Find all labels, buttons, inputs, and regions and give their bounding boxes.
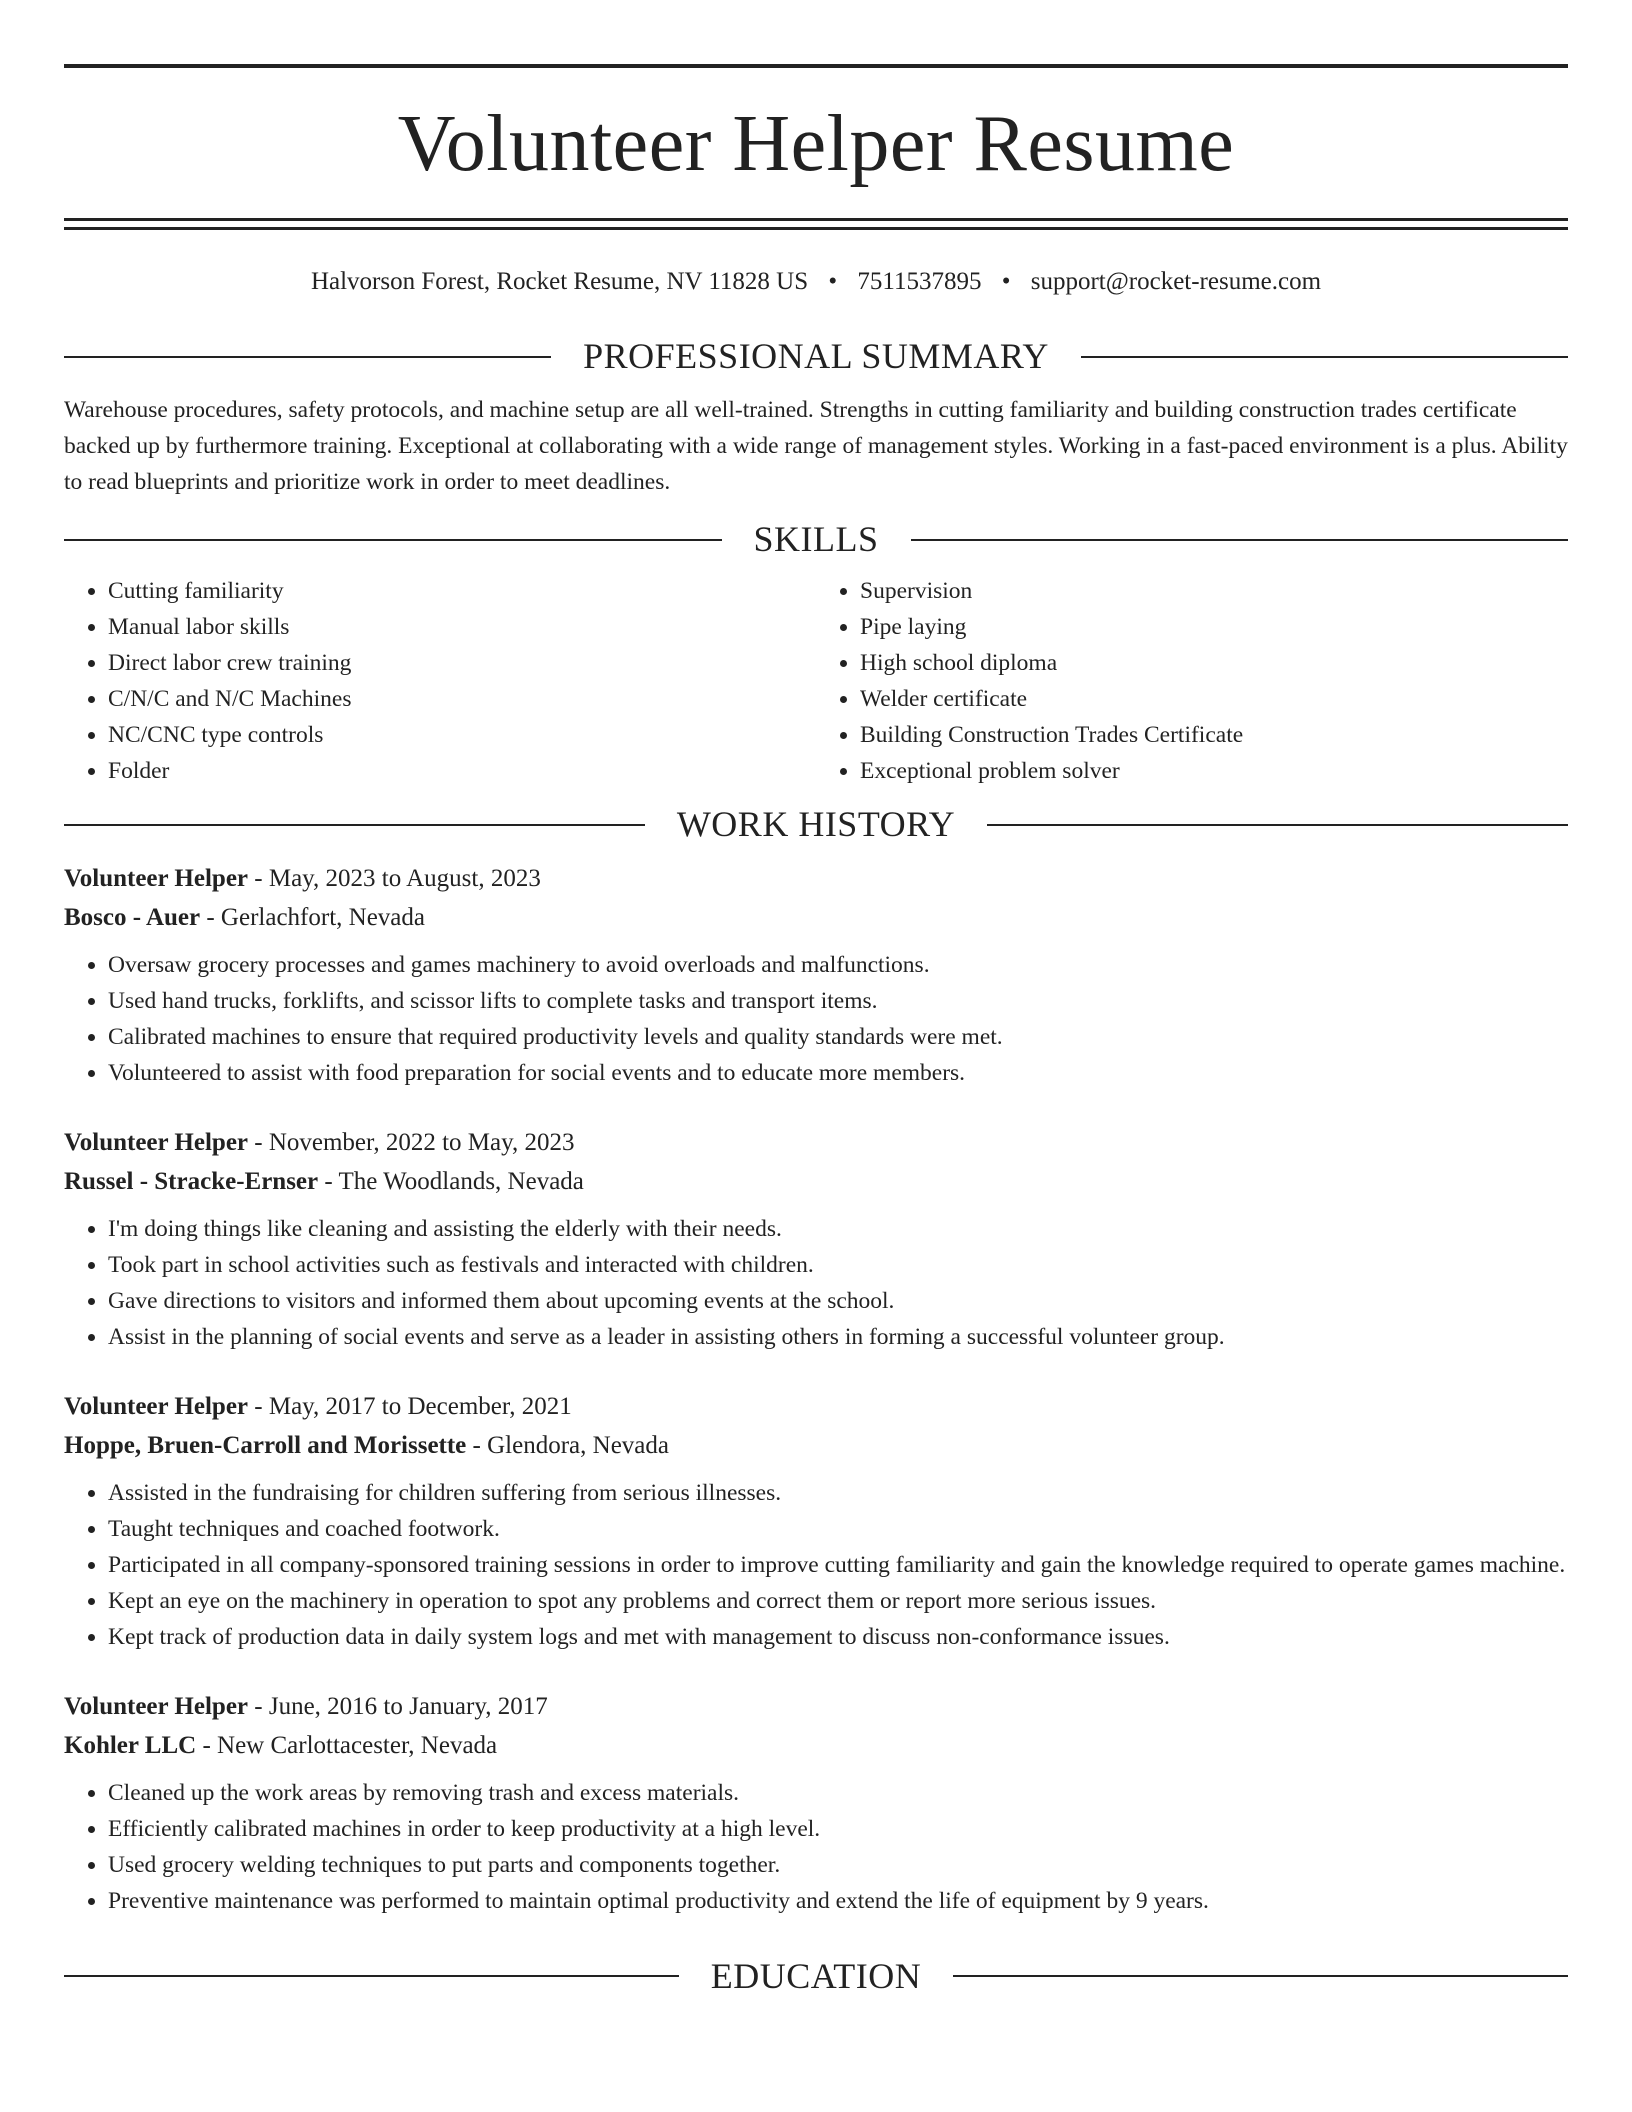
job-location: - Gerlachfort, Nevada: [200, 903, 425, 931]
job-bullet: • I'm doing things like cleaning and assisting the elderly with their needs.: [108, 1211, 1568, 1247]
job-title-line: [64, 1123, 1568, 1162]
skill-item: • Cutting familiarity: [108, 573, 816, 609]
job-dates: - May, 2017 to December, 2021: [248, 1392, 572, 1420]
job-company-line: [64, 898, 1568, 937]
job-bullet: • Kept an eye on the machinery in operation to spot any problems and correct them or report more serious issues.: [108, 1583, 1568, 1619]
job-title-line: [64, 1687, 1568, 1726]
top-rule: [64, 64, 1568, 68]
skill-item: • Building Construction Trades Certificate: [860, 717, 1568, 753]
job-location: - New Carlottacester, Nevada: [196, 1731, 498, 1759]
job-bullet: • Gave directions to visitors and informed them about upcoming events at the school.: [108, 1283, 1568, 1319]
job-bullet: • Participated in all company-sponsored training sessions in order to improve cutting familiarity and gain the knowledge required to operate games machine.: [108, 1547, 1568, 1583]
skills-column-right: [816, 573, 1568, 789]
job-bullet: • Volunteered to assist with food preparation for social events and to educate more members.: [108, 1055, 1568, 1091]
job-company: Russel - Stracke-Ernser: [64, 1167, 319, 1195]
title-rule-lower: [64, 227, 1568, 230]
job-bullet: • Preventive maintenance was performed to maintain optimal productivity and extend the life of equipment by 9 years.: [108, 1883, 1568, 1919]
job-bullets: [64, 1211, 1568, 1355]
job-company: Kohler LLC: [64, 1731, 197, 1759]
job-bullet: • Oversaw grocery processes and games machinery to avoid overloads and malfunctions.: [108, 947, 1568, 983]
job-company-line: [64, 1726, 1568, 1765]
heading-rule-left: [64, 824, 645, 826]
job-entry: [64, 1387, 1568, 1655]
job-dates: - November, 2022 to May, 2023: [248, 1128, 575, 1156]
heading-rule-left: [64, 539, 722, 541]
job-bullet: • Assisted in the fundraising for children suffering from serious illnesses.: [108, 1475, 1568, 1511]
job-company-line: [64, 1162, 1568, 1201]
job-company-line: [64, 1426, 1568, 1465]
heading-rule-right: [911, 539, 1569, 541]
job-entry: [64, 1123, 1568, 1355]
job-bullet: • Took part in school activities such as festivals and interacted with children.: [108, 1247, 1568, 1283]
skill-item: • Exceptional problem solver: [860, 753, 1568, 789]
job-company: Bosco - Auer: [64, 903, 201, 931]
section-heading-summary: [64, 335, 1568, 378]
job-location: - Glendora, Nevada: [466, 1431, 669, 1459]
heading-rule-right: [987, 824, 1568, 826]
heading-rule-right: [1081, 356, 1568, 358]
heading-rule-left: [64, 356, 551, 358]
job-bullet: • Cleaned up the work areas by removing trash and excess materials.: [108, 1775, 1568, 1811]
section-heading-education: [64, 1955, 1568, 1998]
skill-item: • NC/CNC type controls: [108, 717, 816, 753]
skill-item: • C/N/C and N/C Machines: [108, 681, 816, 717]
contact-separator: •: [1001, 268, 1011, 295]
skill-item: • Direct labor crew training: [108, 645, 816, 681]
job-dates: - June, 2016 to January, 2017: [248, 1692, 548, 1720]
skill-item: • Pipe laying: [860, 609, 1568, 645]
job-title: Volunteer Helper: [64, 1128, 249, 1156]
job-title-line: [64, 859, 1568, 898]
skill-item: • Supervision: [860, 573, 1568, 609]
job-location: - The Woodlands, Nevada: [318, 1167, 584, 1195]
job-entry: [64, 1687, 1568, 1919]
contact-address: Halvorson Forest, Rocket Resume, NV 11828 US: [310, 268, 809, 295]
job-title-line: [64, 1387, 1568, 1426]
job-bullet: • Taught techniques and coached footwork.: [108, 1511, 1568, 1547]
section-title: EDUCATION: [710, 1955, 922, 1996]
job-bullets: [64, 1775, 1568, 1919]
job-title: Volunteer Helper: [64, 864, 249, 892]
job-bullets: [64, 947, 1568, 1091]
heading-rule-right: [953, 1975, 1568, 1977]
skill-item: • High school diploma: [860, 645, 1568, 681]
job-bullet: • Kept track of production data in daily system logs and met with management to discuss non-conformance issues.: [108, 1619, 1568, 1655]
page-title: Volunteer Helper Resume: [397, 100, 1235, 188]
contact-line: [64, 267, 1568, 297]
summary-paragraph: Warehouse procedures, safety protocols, and machine setup are all well-trained. Strengths in cutting familiarity and building construction trades certificate backed up by furthermore training. Exceptional at collaborating with a wide range of management styles. Working in a fast-paced environment is a plus. Ability to read blueprints and prioritize work in order to meet deadlines.: [64, 397, 1568, 496]
job-dates: - May, 2023 to August, 2023: [248, 864, 541, 892]
contact-phone: 7511537895: [857, 268, 982, 295]
contact-separator: •: [828, 268, 838, 295]
job-bullet: • Assist in the planning of social events and serve as a leader in assisting others in forming a successful volunteer group.: [108, 1319, 1568, 1355]
job-bullet: • Efficiently calibrated machines in order to keep productivity at a high level.: [108, 1811, 1568, 1847]
job-title: Volunteer Helper: [64, 1692, 249, 1720]
job-bullet: • Used grocery welding techniques to put parts and components together.: [108, 1847, 1568, 1883]
section-title: PROFESSIONAL SUMMARY: [583, 336, 1049, 376]
heading-rule-left: [64, 1975, 679, 1977]
skill-item: • Manual labor skills: [108, 609, 816, 645]
job-bullet: • Calibrated machines to ensure that required productivity levels and quality standards were met.: [108, 1019, 1568, 1055]
job-bullet: • Used hand trucks, forklifts, and scissor lifts to complete tasks and transport items.: [108, 983, 1568, 1019]
skill-item: • Welder certificate: [860, 681, 1568, 717]
skills-column-left: [64, 573, 816, 789]
skill-item: • Folder: [108, 753, 816, 789]
section-title: WORK HISTORY: [676, 804, 956, 845]
section-title: SKILLS: [753, 519, 879, 560]
section-heading-skills: [64, 518, 1568, 561]
job-title: Volunteer Helper: [64, 1392, 249, 1420]
contact-email: support@rocket-resume.com: [1030, 268, 1322, 295]
section-heading-work-history: [64, 803, 1568, 846]
skills-list: [64, 573, 1568, 789]
title-rule-upper: [64, 218, 1568, 221]
job-bullets: [64, 1475, 1568, 1655]
job-entry: [64, 859, 1568, 1091]
job-company: Hoppe, Bruen-Carroll and Morissette: [64, 1431, 467, 1459]
